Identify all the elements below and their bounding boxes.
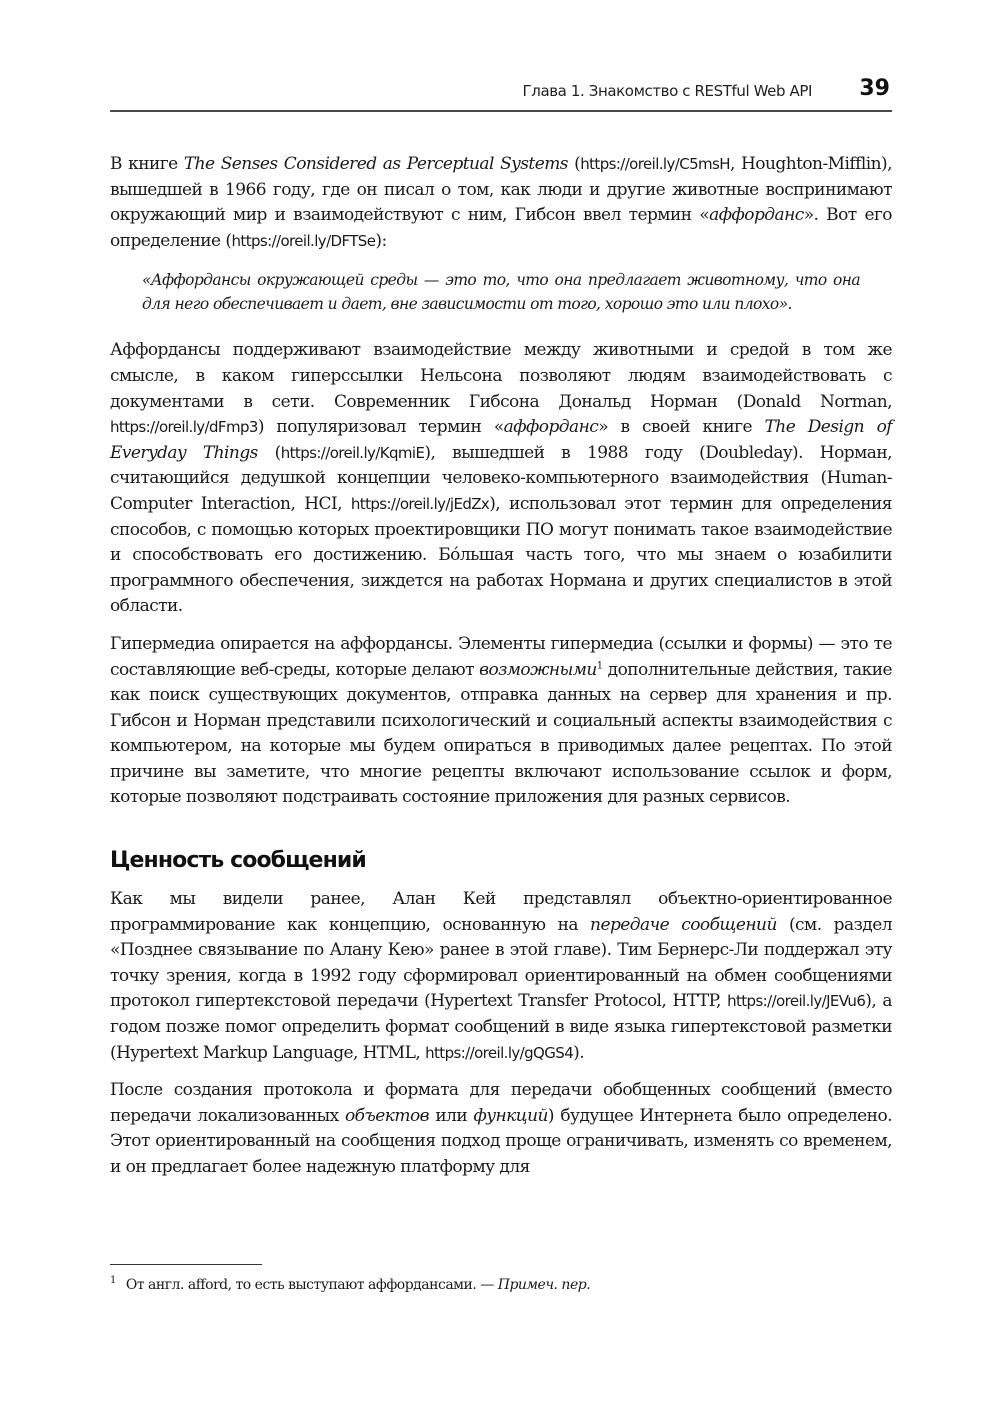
text-run: После создания протокола и формата для передачи обобщенных сообщений (вместо передачи локализованных [110,1080,892,1126]
text-run: Аффордансы поддерживают взаимодействие между животными и средой в том же смысле, в каком гиперссылки Нельсона позволяют людям взаимодействовать с документами в сети. Современник Гибсона Дональд Норман (Donald Norman, [110,340,892,412]
text-run: , Houghton-Mifflin), вышедшей в 1966 году, где он писал о том, как люди и другие животные воспринимают окружающий мир и взаимодействуют с ним, Гибсон ввел термин « [110,154,892,226]
italic-text: передаче сообщений [590,914,777,935]
url-link[interactable]: https://oreil.ly/C5msH [580,155,730,173]
footnote-rule [110,1264,262,1265]
text-run: ». Вот его определение ( [110,205,892,251]
section-heading: Ценность сообщений [110,848,366,874]
text-run: Гипермедиа опирается на аффордансы. Элементы гипермедиа (ссылки и формы) — это те составляющие веб-среды, которые делают [110,633,892,680]
italic-text: Примеч. пер. [497,1277,591,1293]
text-run: От англ. afford, то есть выступают аффордансами. — [125,1277,498,1293]
body-text [110,152,892,1193]
text-run: или [429,1105,474,1126]
url-link[interactable]: https://oreil.ly/DFTSe [231,231,376,250]
paragraph [110,338,892,620]
italic-text: The Senses Considered as Perceptual Systems [183,154,568,174]
text-run: «Аффордансы окружающей среды — это то, что она предлагает животному, что она для него обеспечивает и дает, вне зависимости от того, хорошо это или плохо». [142,271,860,314]
text-run: ). [573,1042,585,1063]
footnote-text [126,1277,590,1293]
footnote-ref: 1 [596,659,603,671]
text-run: Как мы видели ранее, Алан Кей представлял объектно-ориентированное программирование как концепцию, основанную на [110,889,892,935]
text-run: ( [257,442,281,463]
text-run: ), а годом позже помог определить формат сообщений в виде языка гипертекстовой разметки (Hypertext Markup Language, HTML, [110,991,892,1063]
footnote-marker: 1 [110,1275,116,1287]
italic-text: возможными [479,659,597,680]
text-run: В книге [110,154,184,174]
url-link[interactable]: https://oreil.ly/dFmp3 [110,418,258,437]
italic-text: функций [473,1105,548,1126]
text-run: ), вышедшей в 1988 году (Doubleday). Норман, считающийся дедушкой концепции человеко-компьютерного взаимодействия (Human-Computer Interaction, HCI, [110,442,892,514]
running-title: Глава 1. Знакомство с RESTful Web API [522,82,812,100]
text-run: ( [567,154,581,174]
italic-text: объектов [344,1105,429,1126]
running-header [110,78,892,112]
text-run: ) будущее Интернета было определено. Этот ориентированный на сообщения подход проще ограничивать, изменять со временем, и он предлагает более надежную платформу для [110,1105,892,1177]
footnote [110,1275,892,1295]
italic-text: аффорданс [709,205,804,226]
text-run: ): [375,230,387,251]
italic-text: The Design of Everyday Things [110,417,892,463]
text-run: ), использовал этот термин для определения способов, с помощью которых проектировщики ПО могут понимать такое взаимодействие и способствовать его достижению. Бо́льшая часть того, что мы знаем о юзабилити программного обеспечения, зиждется на работах Нормана и других специалистов в этой области. [110,493,892,617]
url-link[interactable]: https://oreil.ly/jEdZx [350,494,490,513]
paragraph [110,1078,892,1180]
page-number: 39 [859,76,890,101]
block-quote [142,268,860,316]
paragraph [110,152,892,254]
text-run: ) популяризовал термин « [257,417,504,438]
text-run: дополнительные действия, такие как поиск существующих документов, отправка данных на сервер для хранения и пр. Гибсон и Норман представили психологический и социальный аспекты взаимодействия с компьютером, на которые мы будем опираться в приводимых далее рецептах. По этой причине вы заметите, что многие рецепты включают использование ссылок и форм, которые позволяют подстраивать состояние приложения для разных сервисов. [110,659,892,808]
italic-text: аффорданс [503,417,599,438]
text-run: (см. раздел «Позднее связывание по Алану Кею» ранее в этой главе). Тим Бернерс-Ли поддержал эту точку зрения, когда в 1992 году сформировал ориентированный на обмен сообщениями протокол гипертекстовой передачи (Hypertext Transfer Protocol, HTTP, [110,914,892,1012]
url-link[interactable]: https://oreil.ly/JEVu6 [727,992,866,1011]
url-link[interactable]: https://oreil.ly/gQGS4 [425,1043,574,1062]
paragraph [110,887,892,1066]
url-link[interactable]: https://oreil.ly/KqmiE [280,443,425,462]
paragraph [110,632,892,811]
text-run: » в своей книге [598,417,765,438]
